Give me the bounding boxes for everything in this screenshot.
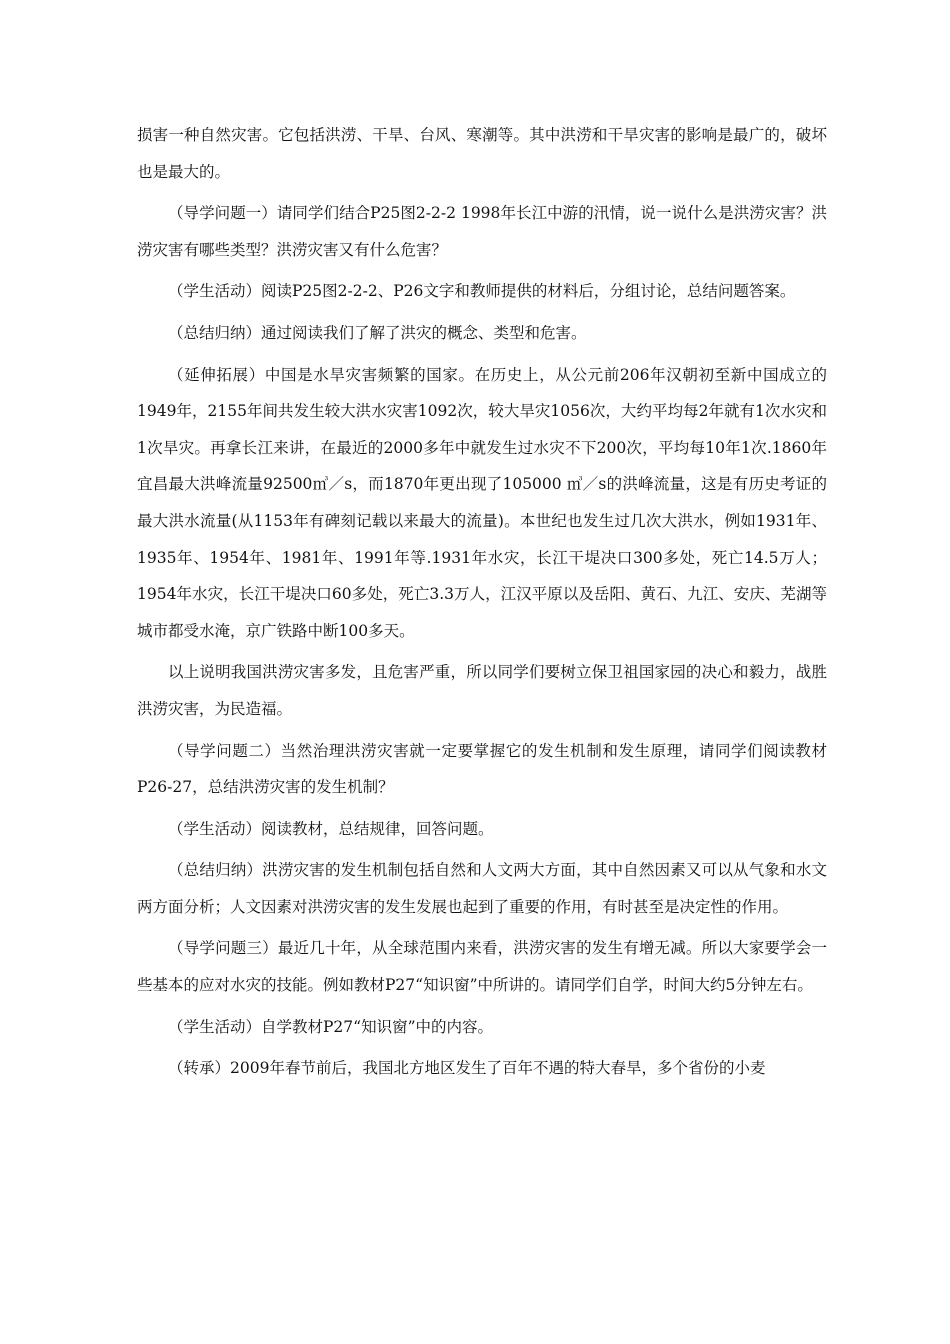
paragraph-extension: （延伸拓展）中国是水旱灾害频繁的国家。在历史上，从公元前206年汉朝初至新中国成立的1949年，2155年间共发生较大洪水灾害1092次，较大旱灾1056次，大约平均每2年就有1次水灾和1次旱灾。再拿长江来讲，在最近的2000多年中就发生过水灾不下200次，平均每10年1次.1860年宜昌最大洪峰流量92500㎥／s，而1870年更出现了105000 ㎥／s的洪峰流量，这是有历史考证的最大洪水流量(从1153年有碑刻记载以来最大的流量)。本世纪也发生过几次大洪水，例如1931年、1935年、1954年、1981年、1991年等.1931年水灾，长江干堤决口300多处，死亡14.5万人；1954年水灾，长江干堤决口60多处，死亡3.3万人，江汉平原以及岳阳、黄石、九江、安庆、芜湖等城市都受水淹，京广铁路中断100多天。	[137, 365, 827, 640]
paragraph-student-activity-2: （学生活动）阅读教材，总结规律，回答问题。	[168, 819, 494, 838]
paragraph-student-activity-3: （学生活动）自学教材P27“知识窗”中的内容。	[168, 1017, 494, 1036]
paragraph-summary-1: （总结归纳）通过阅读我们了解了洪灾的概念、类型和危害。	[168, 323, 587, 342]
paragraph-student-activity-1: （学生活动）阅读P25图2-2-2、P26文字和教师提供的材料后，分组讨论，总结问题答案。	[168, 282, 796, 301]
paragraph-guide-question-3: （导学问题三）最近几十年，从全球范围内来看，洪涝灾害的发生有增无减。所以大家要学会一些基本的应对水灾的技能。例如教材P27“知识窗”中所讲的。请同学们自学，时间大约5分钟左右。	[137, 939, 827, 995]
paragraph-transition: （转承）2009年春节前后，我国北方地区发生了百年不遇的特大春旱，多个省份的小麦	[168, 1059, 766, 1078]
paragraph-guide-question-2: （导学问题二）当然治理洪涝灾害就一定要掌握它的发生机制和发生原理，请同学们阅读教材P26-27，总结洪涝灾害的发生机制？	[137, 741, 827, 797]
paragraph-conclusion: 以上说明我国洪涝灾害多发，且危害严重，所以同学们要树立保卫祖国家园的决心和毅力，战胜洪涝灾害，为民造福。	[137, 663, 827, 718]
paragraph-intro: 损害一种自然灾害。它包括洪涝、干旱、台风、寒潮等。其中洪涝和干旱灾害的影响是最广的，破坏也是最大的。	[137, 126, 827, 181]
paragraph-guide-question-1: （导学问题一）请同学们结合P25图2-2-2 1998年长江中游的汛情，说一说什么是洪涝灾害？洪涝灾害有哪些类型？洪涝灾害又有什么危害？	[137, 204, 827, 259]
document-body	[137, 117, 827, 1092]
paragraph-summary-2: （总结归纳）洪涝灾害的发生机制包括自然和人文两大方面，其中自然因素又可以从气象和水文两方面分析；人文因素对洪涝灾害的发生发展也起到了重要的作用，有时甚至是决定性的作用。	[137, 861, 827, 916]
